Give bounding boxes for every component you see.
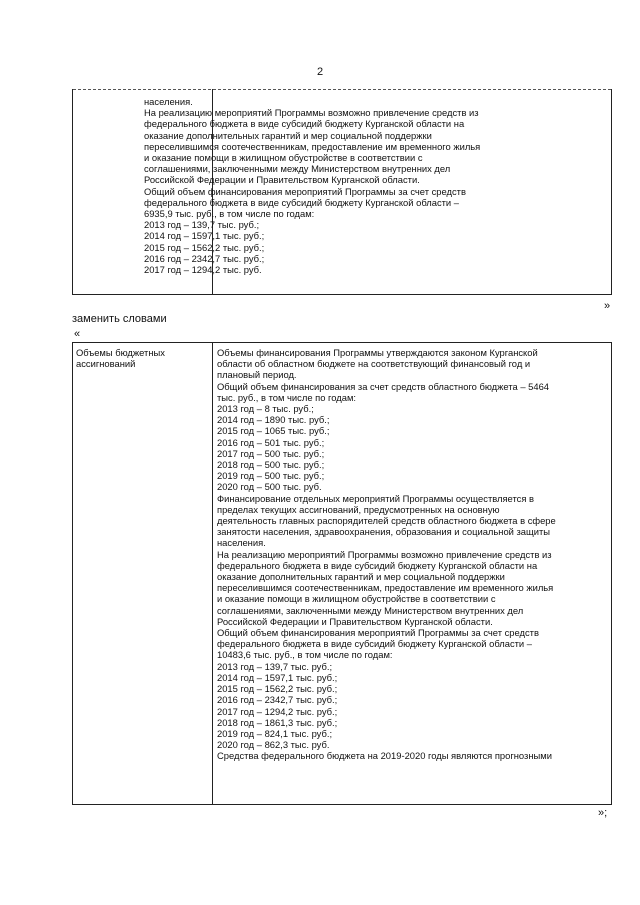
replace-with-label: заменить словами [72,313,167,325]
row-label-budget-allocations [76,347,204,369]
text-line: 2019 год – 500 тыс. руб.; [217,470,325,482]
opening-quote: « [74,328,81,340]
text-line: Объемы финансирования Программы утверждаются законом Курганской [217,347,538,358]
text-line: 2020 год – 500 тыс. руб. [217,481,322,493]
text-line: плановый период. [217,369,297,381]
text-line: На реализацию мероприятий Программы возможно привлечение средств из [144,107,479,119]
text-line: области об областном бюджете на соответствующий финансовый год и [217,358,531,370]
text-line: 10483,6 тыс. руб., в том числе по годам: [217,649,393,661]
text-line: 2018 год – 1861,3 тыс. руб.; [217,716,338,728]
text-line: 6935,9 тыс. руб., в том числе по годам: [144,208,315,220]
text-line: занятости населения, здравоохранения, образования и социальной защиты [217,526,550,538]
text-line: 2014 год – 1890 тыс. руб.; [217,414,330,426]
text-line: Российской Федерации и Правительством Курганской области. [144,174,420,186]
text-line: 2015 год – 1562,2 тыс. руб.; [217,683,338,695]
text-line: 2017 год – 1294,2 тыс. руб. [144,264,262,276]
text-line: населения. [144,96,193,107]
text-line: 2016 год – 2342,7 тыс. руб.; [144,252,265,264]
text-line: Общий объем финансирования мероприятий Программы за счет средств [144,185,466,197]
text-line: тыс. руб., в том числе по годам: [217,391,356,403]
text-line: 2016 год – 501 тыс. руб.; [217,436,325,448]
closing-quote-semicolon: »; [598,807,608,819]
text-line: и оказание помощи в жилищном обустройстве в соответствии с [217,593,496,605]
text-line: 2016 год – 2342,7 тыс. руб.; [217,694,338,706]
text-line: 2014 год – 1597,1 тыс. руб.; [144,230,265,242]
text-line: федерального бюджета в виде субсидий бюджету Курганской области – [217,638,532,650]
text-line: соглашениями, заключенными между Министерством внутренних дел [217,604,524,616]
text-line: Общий объем финансирования мероприятий Программы за счет средств [217,627,539,639]
text-line: федерального бюджета в виде субсидий бюджету Курганской области – [144,196,459,208]
text-line: соглашениями, заключенными между Министерством внутренних дел [144,163,451,175]
text-line: пределах текущих ассигнований, предусмотренных на основную [217,503,500,515]
text-line: Средства федерального бюджета на 2019-2020 годы являются прогнозными [217,750,552,762]
text-line: 2015 год – 1065 тыс. руб.; [217,425,330,437]
text-line: 2019 год – 824,1 тыс. руб.; [217,727,333,739]
text-line: федерального бюджета в виде субсидий бюджету Курганской области на [217,559,538,571]
label-line: ассигнований [76,358,136,370]
text-line: переселившимся соотечественникам, предоставление им временного жилья [217,582,554,594]
text-line: 2017 год – 500 тыс. руб.; [217,447,325,459]
text-line: 2015 год – 1562,2 тыс. руб.; [144,241,265,253]
text-line: 2013 год – 139,7 тыс. руб.; [217,660,333,672]
text-line: 2013 год – 139,7 тыс. руб.; [144,219,260,231]
text-line: населения. [217,537,266,549]
label-line: Объемы бюджетных [76,347,165,358]
table-continuation-edge [73,89,611,90]
text-line: 2020 год – 862,3 тыс. руб. [217,739,330,751]
text-line: переселившимся соотечественникам, предоставление им временного жилья [144,140,481,152]
text-line: 2013 год – 8 тыс. руб.; [217,403,314,415]
text-line: Российской Федерации и Правительством Курганской области. [217,615,493,627]
text-line: оказание дополнительных гарантий и мер социальной поддержки [217,571,505,583]
closing-quote: » [604,300,611,312]
text-line: 2014 год – 1597,1 тыс. руб.; [217,671,338,683]
text-line: На реализацию мероприятий Программы возможно привлечение средств из [217,548,552,560]
text-line: и оказание помощи в жилищном обустройстве в соответствии с [144,152,423,164]
text-line: оказание дополнительных гарантий и мер социальной поддержки [144,129,432,141]
budget-allocations-text [217,347,607,762]
text-line: Финансирование отдельных мероприятий Программы осуществляется в [217,492,534,504]
text-line: федерального бюджета в виде субсидий бюджету Курганской области на [144,118,465,130]
text-line: деятельность главных распорядителей средств областного бюджета в сфере [217,515,556,527]
text-line: 2018 год – 500 тыс. руб.; [217,459,325,471]
text-line: 2017 год – 1294,2 тыс. руб.; [217,705,338,717]
page-number: 2 [316,66,324,78]
text-line: Общий объем финансирования за счет средств областного бюджета – 5464 [217,380,550,392]
column-divider [212,343,213,804]
previous-table-text [144,96,544,275]
